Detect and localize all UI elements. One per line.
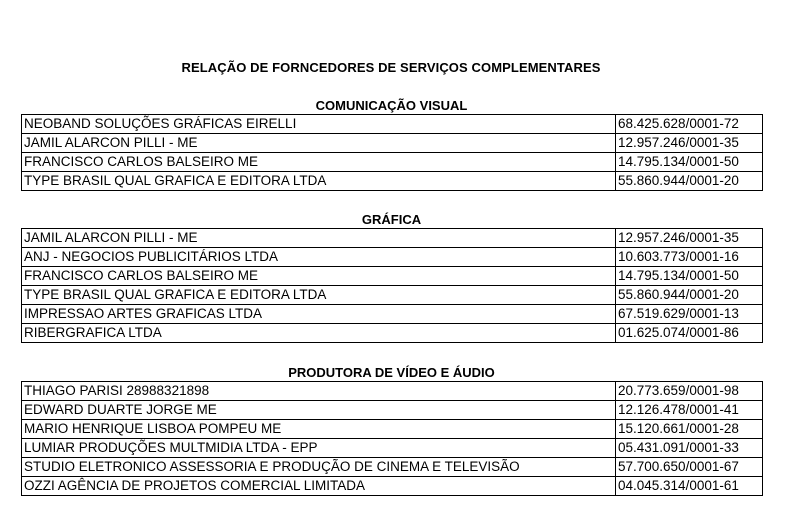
- section-produtora-video-audio: [21, 364, 762, 496]
- supplier-cnpj: 14.795.134/0001-50: [616, 153, 763, 172]
- section-title: GRÁFICA: [361, 212, 422, 227]
- supplier-name: MARIO HENRIQUE LISBOA POMPEU ME: [22, 420, 616, 439]
- supplier-name: JAMIL ALARCON PILLI - ME: [22, 134, 616, 153]
- section-title: COMUNICAÇÃO VISUAL: [315, 98, 468, 113]
- supplier-cnpj: 12.957.246/0001-35: [616, 229, 763, 248]
- supplier-cnpj: 10.603.773/0001-16: [616, 248, 763, 267]
- table-row: [22, 134, 763, 153]
- supplier-cnpj: 68.425.628/0001-72: [616, 115, 763, 134]
- table-row: [22, 267, 763, 286]
- table-row: [22, 115, 763, 134]
- section-grafica: [21, 211, 762, 343]
- supplier-name: LUMIAR PRODUÇÕES MULTMIDIA LTDA - EPP: [22, 439, 616, 458]
- table-row: [22, 420, 763, 439]
- table-row: [22, 286, 763, 305]
- supplier-cnpj: 04.045.314/0001-61: [616, 477, 763, 496]
- document-title: RELAÇÃO DE FORNCEDORES DE SERVIÇOS COMPLEMENTARES: [181, 60, 601, 75]
- supplier-name: JAMIL ALARCON PILLI - ME: [22, 229, 616, 248]
- supplier-name: OZZI AGÊNCIA DE PROJETOS COMERCIAL LIMITADA: [22, 477, 616, 496]
- supplier-cnpj: 14.795.134/0001-50: [616, 267, 763, 286]
- table-row: [22, 172, 763, 191]
- table-row: [22, 401, 763, 420]
- supplier-cnpj: 01.625.074/0001-86: [616, 324, 763, 343]
- supplier-name: TYPE BRASIL QUAL GRAFICA E EDITORA LTDA: [22, 286, 616, 305]
- supplier-name: EDWARD DUARTE JORGE ME: [22, 401, 616, 420]
- table-row: [22, 477, 763, 496]
- table-row: [22, 248, 763, 267]
- table-row: [22, 305, 763, 324]
- supplier-name: FRANCISCO CARLOS BALSEIRO ME: [22, 153, 616, 172]
- supplier-name: NEOBAND SOLUÇÕES GRÁFICAS EIRELLI: [22, 115, 616, 134]
- table-row: [22, 439, 763, 458]
- table-row: [22, 153, 763, 172]
- supplier-name: IMPRESSAO ARTES GRAFICAS LTDA: [22, 305, 616, 324]
- supplier-cnpj: 55.860.944/0001-20: [616, 172, 763, 191]
- supplier-name: ANJ - NEGOCIOS PUBLICITÁRIOS LTDA: [22, 248, 616, 267]
- table-row: [22, 458, 763, 477]
- supplier-name: STUDIO ELETRONICO ASSESSORIA E PRODUÇÃO DE CINEMA E TELEVISÃO: [22, 458, 616, 477]
- supplier-name: TYPE BRASIL QUAL GRAFICA E EDITORA LTDA: [22, 172, 616, 191]
- supplier-name: FRANCISCO CARLOS BALSEIRO ME: [22, 267, 616, 286]
- supplier-cnpj: 20.773.659/0001-98: [616, 382, 763, 401]
- table-row: [22, 229, 763, 248]
- supplier-cnpj: 57.700.650/0001-67: [616, 458, 763, 477]
- section-comunicacao-visual: [21, 97, 762, 191]
- supplier-cnpj: 12.957.246/0001-35: [616, 134, 763, 153]
- supplier-name: THIAGO PARISI 28988321898: [22, 382, 616, 401]
- table-row: [22, 382, 763, 401]
- supplier-table: [21, 228, 763, 343]
- supplier-name: RIBERGRAFICA LTDA: [22, 324, 616, 343]
- supplier-cnpj: 05.431.091/0001-33: [616, 439, 763, 458]
- supplier-table: [21, 114, 763, 191]
- section-title: PRODUTORA DE VÍDEO E ÁUDIO: [288, 365, 495, 380]
- table-row: [22, 324, 763, 343]
- supplier-cnpj: 67.519.629/0001-13: [616, 305, 763, 324]
- supplier-cnpj: 55.860.944/0001-20: [616, 286, 763, 305]
- supplier-cnpj: 15.120.661/0001-28: [616, 420, 763, 439]
- supplier-cnpj: 12.126.478/0001-41: [616, 401, 763, 420]
- supplier-table: [21, 381, 763, 496]
